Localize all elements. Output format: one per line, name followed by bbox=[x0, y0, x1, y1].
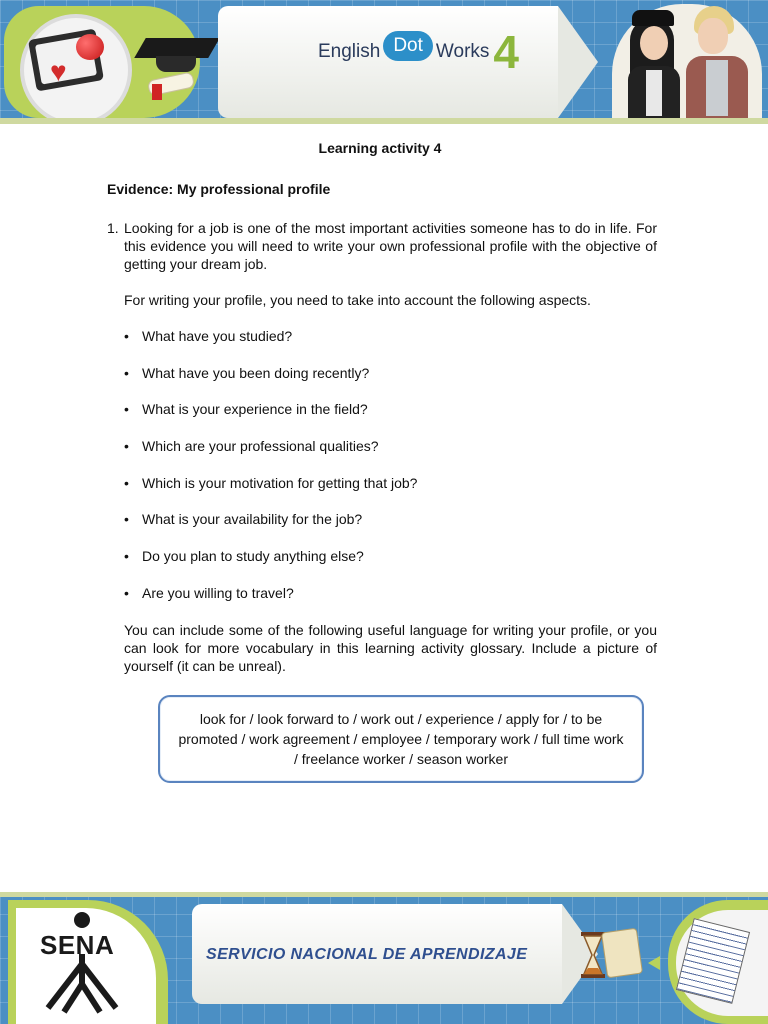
boy-face bbox=[698, 18, 728, 54]
heart-icon: ♥ bbox=[50, 56, 67, 87]
list-item bbox=[124, 327, 657, 345]
list-item-text: Are you willing to travel? bbox=[142, 584, 294, 601]
boy-shirt bbox=[706, 60, 728, 116]
scroll-icon bbox=[601, 928, 643, 979]
list-item bbox=[124, 364, 657, 382]
arrow-left-icon bbox=[648, 956, 660, 970]
vocabulary-box bbox=[158, 695, 644, 783]
sena-logo-text: SENA bbox=[40, 930, 115, 960]
language-paragraph: You can include some of the following useful language for writing your profile, or you can look for more vocabulary in this learning activity glossary. Include a picture of yourself (it can be unreal). bbox=[124, 621, 657, 674]
aspects-list bbox=[107, 327, 657, 602]
bullet-icon: • bbox=[124, 584, 129, 601]
bullet-icon: • bbox=[124, 438, 129, 455]
header-banner bbox=[0, 0, 768, 124]
bullet-icon: • bbox=[124, 328, 129, 344]
list-item-text: What is your experience in the field? bbox=[142, 401, 368, 418]
list-item-text: What is your availability for the job? bbox=[142, 511, 363, 528]
aspects-paragraph: For writing your profile, you need to take into account the following aspects. bbox=[124, 292, 591, 308]
numbered-item bbox=[107, 219, 657, 273]
list-item-text: Do you plan to study anything else? bbox=[142, 548, 364, 565]
logo-speech-bubble: Dot bbox=[383, 31, 433, 61]
item-number: 1. bbox=[107, 220, 119, 236]
list-item bbox=[124, 400, 657, 418]
sena-logo-head-icon bbox=[74, 912, 90, 928]
list-item bbox=[124, 584, 657, 602]
sena-logo-figure-icon bbox=[34, 954, 130, 1014]
logo-number: 4 bbox=[493, 26, 519, 78]
list-item bbox=[124, 547, 657, 565]
girl-hat bbox=[632, 10, 674, 26]
section-title: Evidence: My professional profile bbox=[107, 181, 331, 197]
intro-paragraph: Looking for a job is one of the most important activities someone has to do in life. For this evidence you will need to write your own professional profile with the objective of getting your dream job. bbox=[124, 220, 657, 272]
title-panel-arrow bbox=[558, 6, 598, 118]
list-item bbox=[124, 437, 657, 455]
bullet-icon: • bbox=[124, 401, 129, 418]
list-item bbox=[124, 510, 657, 528]
graduation-cap-base bbox=[156, 56, 196, 72]
list-item-text: What have you been doing recently? bbox=[142, 364, 370, 381]
bullet-icon: • bbox=[124, 548, 129, 565]
list-item-text: Which is your motivation for getting that job? bbox=[142, 474, 418, 491]
list-item-text: Which are your professional qualities? bbox=[142, 438, 379, 455]
page-title: Learning activity 4 bbox=[318, 140, 442, 156]
bullet-icon: • bbox=[124, 511, 129, 528]
bullet-icon: • bbox=[124, 474, 129, 491]
girl-face bbox=[640, 26, 668, 60]
girl-shirt bbox=[646, 70, 662, 116]
list-item bbox=[124, 474, 657, 492]
apple-icon bbox=[76, 34, 104, 60]
footer-title: SERVICIO NACIONAL DE APRENDIZAJE bbox=[206, 946, 528, 963]
logo-word-works: Works bbox=[435, 41, 490, 62]
activity-content bbox=[107, 219, 657, 675]
english-dot-works-logo bbox=[318, 26, 519, 78]
graduation-cap-icon bbox=[134, 38, 220, 58]
diploma-ribbon bbox=[152, 84, 162, 100]
bullet-icon: • bbox=[124, 364, 129, 381]
logo-word-english: English bbox=[318, 41, 381, 62]
vocabulary-text: look for / look forward to / work out / experience / apply for / to be promoted / work agreement / employee / temporary work / full time work / freelance worker / season worker bbox=[178, 711, 624, 767]
list-item-text: What have you studied? bbox=[142, 328, 293, 344]
